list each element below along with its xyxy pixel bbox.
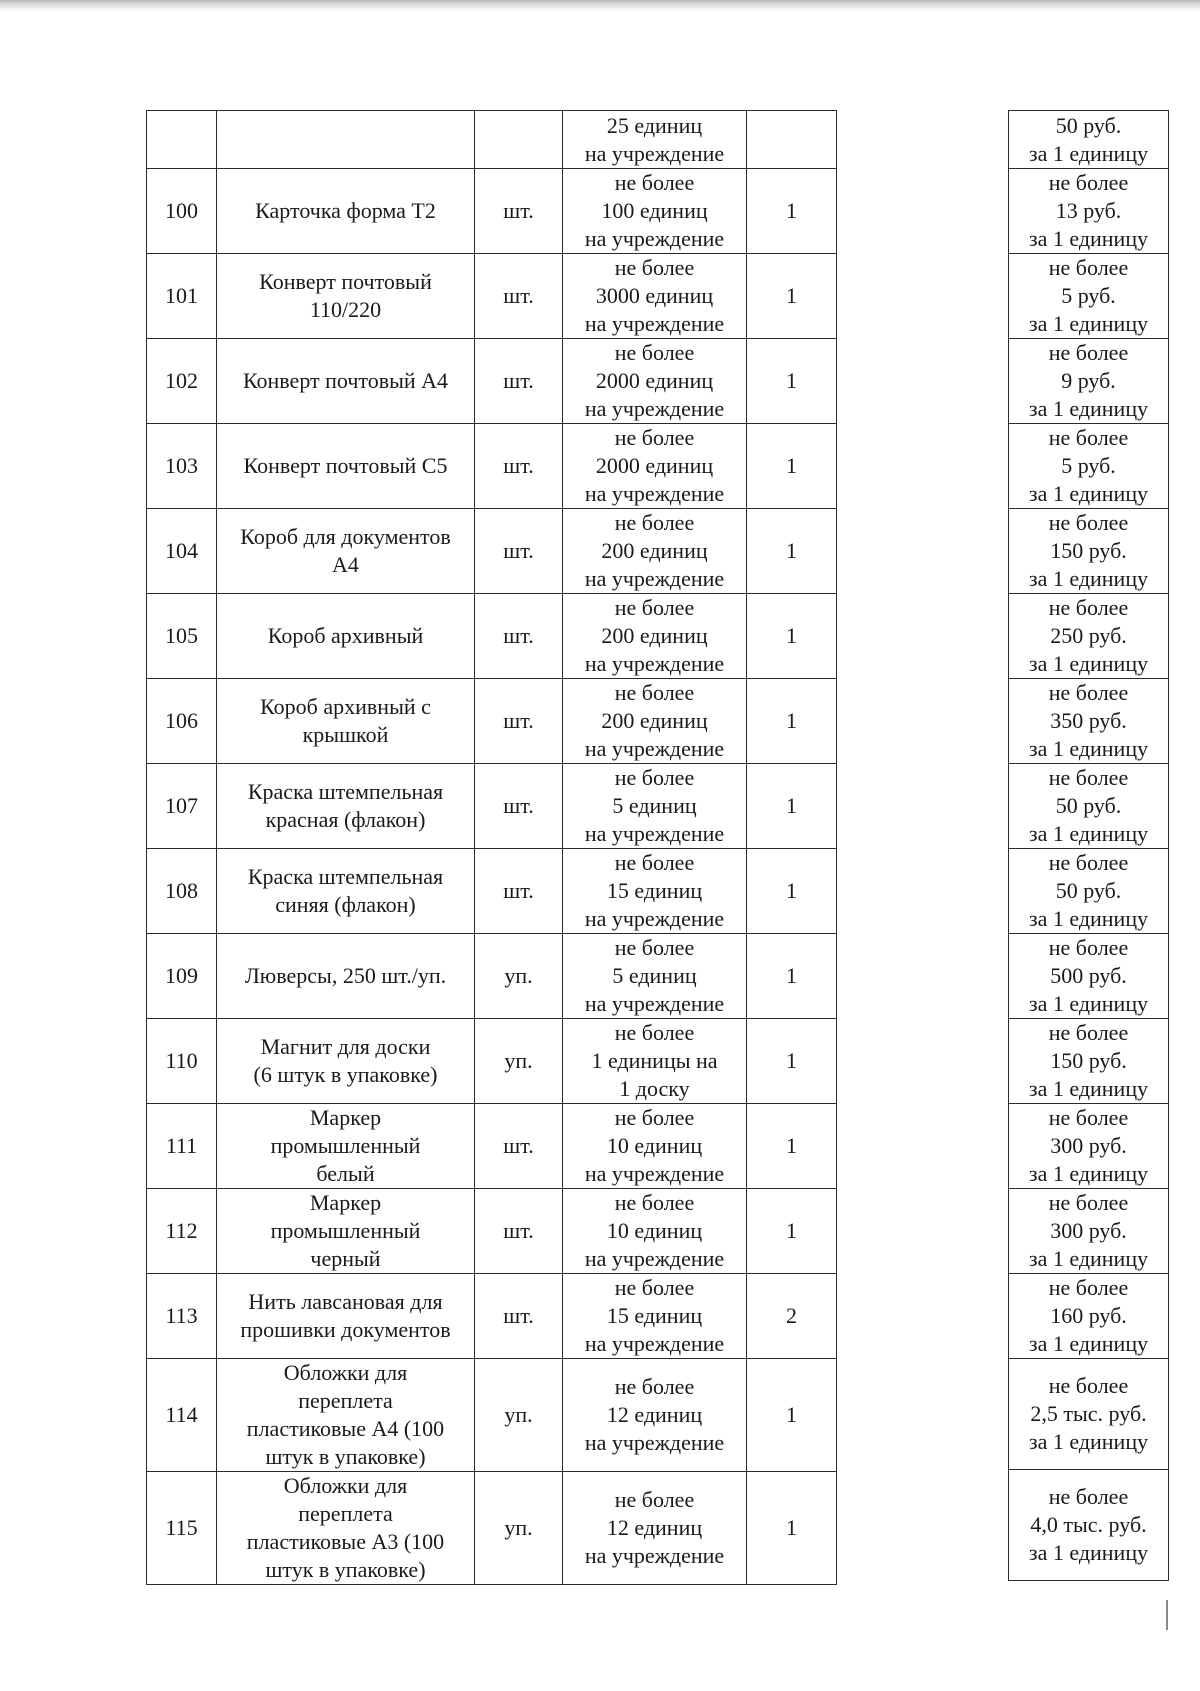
quantity-cell-line: 15 единиц [606,878,703,903]
quantity-cell-line: на учреждение [584,311,725,336]
price-cell [1009,424,1169,509]
price-row [1009,594,1169,679]
unit-cell: шт. [475,254,563,339]
quantity-cell-line: 12 единиц [606,1402,703,1427]
price-cell-line: 5 руб. [1061,453,1116,478]
item-name-cell [217,849,475,934]
quantity-cell-line: 1 единицы на [591,1048,718,1073]
period-cell: 1 [747,594,837,679]
quantity-cell-line: не более [614,425,695,450]
item-name-cell [217,1019,475,1104]
row-number-cell: 104 [147,509,217,594]
quantity-cell-line: на учреждение [584,1430,725,1455]
price-row [1009,1104,1169,1189]
table-row [147,1472,837,1585]
price-cell-line: 5 руб. [1061,283,1116,308]
quantity-cell [563,1019,747,1104]
quantity-cell-line: 2000 единиц [595,453,714,478]
price-cell [1009,1019,1169,1104]
unit-cell: шт. [475,679,563,764]
price-row [1009,1359,1169,1470]
item-name-cell-line: переплета [298,1501,393,1526]
period-cell: 1 [747,169,837,254]
price-cell-line: за 1 единицу [1028,1331,1149,1356]
quantity-cell-line: не более [614,1374,695,1399]
item-name-cell-line: прошивки документов [240,1317,451,1342]
item-name-cell-line: штук в упаковке) [265,1444,426,1469]
quantity-cell-line: не более [614,680,695,705]
item-name-cell-line: крышкой [302,722,389,747]
row-number-cell: 114 [147,1359,217,1472]
period-cell: 1 [747,1472,837,1585]
unit-cell: шт. [475,169,563,254]
item-name-cell-line: Карточка форма Т2 [255,198,436,223]
quantity-cell-line: не более [614,170,695,195]
price-cell-line: 50 руб. [1055,112,1122,138]
quantity-cell-line: не более [614,765,695,790]
quantity-cell-line: 2000 единиц [595,368,714,393]
quantity-cell-line: не более [614,340,695,365]
item-name-cell-line: Короб архивный [267,623,424,648]
price-cell-line: не более [1048,340,1129,365]
quantity-cell-line: на учреждение [584,226,725,251]
quantity-cell-line: не более [614,1487,695,1512]
quantity-cell-line: не более [614,510,695,535]
row-number-cell: 107 [147,764,217,849]
quantity-cell-line: на учреждение [584,1246,725,1271]
price-cell-line: за 1 единицу [1028,991,1149,1016]
price-cell [1009,1189,1169,1274]
price-cell [1009,594,1169,679]
unit-cell: шт. [475,1104,563,1189]
quantity-cell-line: не более [614,255,695,280]
quantity-cell-line: на учреждение [584,1331,725,1356]
quantity-cell-line: на учреждение [584,566,725,591]
item-name-cell [217,1359,475,1472]
price-row [1009,254,1169,339]
row-number-cell: 103 [147,424,217,509]
price-cell-line: за 1 единицу [1028,736,1149,761]
period-cell: 2 [747,1274,837,1359]
unit-cell: шт. [475,764,563,849]
row-number-cell: 108 [147,849,217,934]
item-name-cell-line: Обложки для [283,1473,408,1498]
item-name-cell-line: Конверт почтовый [259,269,432,294]
row-number-cell: 111 [147,1104,217,1189]
quantity-cell-line: 5 единиц [612,793,697,818]
price-cell [1009,111,1169,169]
unit-cell: шт. [475,594,563,679]
item-name-cell [217,1274,475,1359]
price-cell-line: 300 руб. [1050,1218,1127,1243]
quantity-cell-line: на учреждение [584,396,725,421]
price-row [1009,1470,1169,1581]
quantity-cell [563,424,747,509]
quantity-cell-line: на учреждение [584,906,725,931]
price-row [1009,424,1169,509]
price-cell-line: за 1 единицу [1028,226,1149,251]
row-number-cell: 115 [147,1472,217,1585]
price-cell [1009,679,1169,764]
supplies-table [146,110,837,1585]
item-name-cell-line: пластиковые А3 (100 [246,1529,445,1554]
price-row [1009,934,1169,1019]
price-cell-line: не более [1048,425,1129,450]
quantity-cell [563,254,747,339]
item-name-cell [217,679,475,764]
price-cell [1009,254,1169,339]
quantity-cell-line: не более [614,850,695,875]
price-cell-line: за 1 единицу [1028,566,1149,591]
item-name-cell-line: Короб архивный с [260,694,431,719]
price-cell-line: не более [1048,595,1129,620]
quantity-cell [563,849,747,934]
unit-cell: шт. [475,1274,563,1359]
price-cell-line: не более [1048,510,1129,535]
quantity-cell-line: 10 единиц [606,1133,703,1158]
quantity-cell-line: на учреждение [584,481,725,506]
table-row [147,1359,837,1472]
price-cell-line: за 1 единицу [1028,396,1149,421]
row-number-cell: 113 [147,1274,217,1359]
price-cell [1009,764,1169,849]
scan-edge [0,0,1200,12]
table-row [147,339,837,424]
table-row [147,1104,837,1189]
table-row [147,1019,837,1104]
price-cell-line: не более [1048,765,1129,790]
item-name-cell-line: Конверт почтовый С5 [243,453,448,478]
quantity-cell-line: не более [614,1020,695,1045]
price-row [1009,339,1169,424]
quantity-cell [563,594,747,679]
price-cell-line: не более [1048,1275,1129,1300]
quantity-cell-line: на учреждение [584,1161,725,1186]
price-cell [1009,934,1169,1019]
period-cell: 1 [747,339,837,424]
price-cell-line: 2,5 тыс. руб. [1030,1401,1147,1426]
row-number-cell: 106 [147,679,217,764]
scan-mark [1166,1600,1168,1630]
quantity-cell-line: 200 единиц [601,708,708,733]
row-number-cell [147,111,217,169]
price-cell-line: за 1 единицу [1028,1076,1149,1101]
row-number-cell: 112 [147,1189,217,1274]
item-name-cell [217,424,475,509]
item-name-cell-line: (6 штук в упаковке) [253,1062,438,1087]
quantity-cell [563,934,747,1019]
item-name-cell [217,764,475,849]
price-cell-line: не более [1048,1190,1129,1215]
price-cell-line: не более [1048,1020,1129,1045]
item-name-cell-line: промышленный [270,1133,421,1158]
item-name-cell [217,254,475,339]
price-cell-line: 9 руб. [1061,368,1116,393]
price-cell [1009,849,1169,934]
price-cell-line: за 1 единицу [1028,140,1149,166]
price-cell [1009,339,1169,424]
price-cell [1009,1274,1169,1359]
quantity-cell-line: 25 единиц [606,112,703,138]
period-cell: 1 [747,254,837,339]
price-cell-line: 50 руб. [1055,793,1122,818]
table-row [147,594,837,679]
row-number-cell: 102 [147,339,217,424]
row-number-cell: 101 [147,254,217,339]
table-row [147,934,837,1019]
unit-cell: уп. [475,1472,563,1585]
price-cell [1009,1359,1169,1470]
price-cell-line: за 1 единицу [1028,651,1149,676]
quantity-cell [563,1104,747,1189]
unit-cell [475,111,563,169]
quantity-cell-line: 200 единиц [601,538,708,563]
price-cell-line: не более [1048,850,1129,875]
quantity-cell [563,1274,747,1359]
quantity-cell-line: на учреждение [584,651,725,676]
price-cell-line: 150 руб. [1050,1048,1127,1073]
item-name-cell [217,509,475,594]
unit-cell: уп. [475,1359,563,1472]
item-name-cell-line: Конверт почтовый А4 [242,368,449,393]
unit-cell: уп. [475,934,563,1019]
period-cell: 1 [747,679,837,764]
price-row [1009,679,1169,764]
item-name-cell [217,169,475,254]
price-row [1009,1274,1169,1359]
price-cell-line: за 1 единицу [1028,1161,1149,1186]
period-cell: 1 [747,1104,837,1189]
price-cell-line: не более [1048,1484,1129,1509]
item-name-cell-line: черный [310,1246,381,1271]
price-cell [1009,1470,1169,1581]
quantity-cell [563,339,747,424]
item-name-cell-line: 110/220 [309,297,382,322]
price-cell-line: не более [1048,170,1129,195]
item-name-cell-line: промышленный [270,1218,421,1243]
period-cell: 1 [747,764,837,849]
item-name-cell [217,594,475,679]
quantity-cell-line: на учреждение [584,991,725,1016]
table-row [147,1189,837,1274]
quantity-cell [563,509,747,594]
table-row [147,169,837,254]
quantity-cell [563,111,747,169]
period-cell: 1 [747,934,837,1019]
price-row [1009,1189,1169,1274]
quantity-cell-line: не более [614,1105,695,1130]
price-cell-line: за 1 единицу [1028,1429,1149,1454]
price-cell-line: за 1 единицу [1028,1540,1149,1565]
item-name-cell-line: Обложки для [283,1360,408,1385]
price-row [1009,509,1169,594]
period-cell [747,111,837,169]
price-cell-line: 500 руб. [1050,963,1127,988]
unit-cell: шт. [475,339,563,424]
price-cell-line: за 1 единицу [1028,1246,1149,1271]
quantity-cell-line: 5 единиц [612,963,697,988]
quantity-cell [563,1189,747,1274]
unit-cell: шт. [475,1189,563,1274]
price-cell-line: 4,0 тыс. руб. [1030,1512,1147,1537]
price-cell-line: не более [1048,255,1129,280]
price-cell-line: не более [1048,935,1129,960]
price-cell-line: не более [1048,1373,1129,1398]
row-number-cell: 100 [147,169,217,254]
price-cell-line: 50 руб. [1055,878,1122,903]
table-row [147,509,837,594]
table-row [147,254,837,339]
price-cell-line: за 1 единицу [1028,906,1149,931]
item-name-cell [217,1189,475,1274]
item-name-cell [217,1104,475,1189]
quantity-cell [563,679,747,764]
quantity-cell-line: на учреждение [584,736,725,761]
item-name-cell-line: Маркер [309,1190,382,1215]
item-name-cell-line: Краска штемпельная [247,779,444,804]
row-number-cell: 105 [147,594,217,679]
price-cell-line: 150 руб. [1050,538,1127,563]
unit-cell: шт. [475,424,563,509]
quantity-cell [563,1359,747,1472]
price-cell [1009,169,1169,254]
quantity-cell-line: 200 единиц [601,623,708,648]
quantity-cell-line: не более [614,1190,695,1215]
table-row [147,849,837,934]
price-row [1009,111,1169,169]
period-cell: 1 [747,509,837,594]
price-table [1008,110,1169,1581]
period-cell: 1 [747,1359,837,1472]
unit-cell: шт. [475,509,563,594]
price-cell-line: за 1 единицу [1028,481,1149,506]
price-cell-line: не более [1048,1105,1129,1130]
quantity-cell-line: на учреждение [584,140,725,166]
item-name-cell-line: белый [316,1161,375,1186]
supplies-table-body [147,111,837,1585]
quantity-cell-line: 12 единиц [606,1515,703,1540]
quantity-cell-line: 1 доску [619,1076,690,1101]
quantity-cell-line: 100 единиц [601,198,708,223]
quantity-cell-line: на учреждение [584,821,725,846]
item-name-cell [217,1472,475,1585]
price-cell-line: 250 руб. [1050,623,1127,648]
quantity-cell-line: 10 единиц [606,1218,703,1243]
item-name-cell-line: штук в упаковке) [265,1557,426,1582]
item-name-cell-line: синяя (флакон) [275,892,416,917]
price-cell [1009,1104,1169,1189]
price-cell-line: 300 руб. [1050,1133,1127,1158]
price-cell-line: за 1 единицу [1028,311,1149,336]
price-cell [1009,509,1169,594]
unit-cell: шт. [475,849,563,934]
quantity-cell [563,1472,747,1585]
table-row [147,424,837,509]
item-name-cell-line: Короб для документов [240,524,451,549]
item-name-cell-line: Краска штемпельная [247,864,444,889]
quantity-cell-line: не более [614,595,695,620]
item-name-cell-line: пластиковые А4 (100 [246,1416,445,1441]
period-cell: 1 [747,1189,837,1274]
table-row [147,764,837,849]
price-cell-line: 160 руб. [1050,1303,1127,1328]
price-table-body [1009,111,1169,1581]
price-row [1009,1019,1169,1104]
quantity-cell [563,169,747,254]
quantity-cell [563,764,747,849]
quantity-cell-line: не более [614,1275,695,1300]
item-name-cell [217,111,475,169]
item-name-cell [217,339,475,424]
item-name-cell-line: Нить лавсановая для [248,1289,443,1314]
quantity-cell-line: 15 единиц [606,1303,703,1328]
item-name-cell-line: красная (флакон) [265,807,426,832]
item-name-cell [217,934,475,1019]
row-number-cell: 109 [147,934,217,1019]
price-row [1009,764,1169,849]
price-cell-line: 13 руб. [1055,198,1122,223]
price-row [1009,169,1169,254]
price-cell-line: 350 руб. [1050,708,1127,733]
item-name-cell-line: переплета [298,1388,393,1413]
quantity-cell-line: 3000 единиц [595,283,714,308]
price-cell-line: за 1 единицу [1028,821,1149,846]
quantity-cell-line: на учреждение [584,1543,725,1568]
price-cell-line: не более [1048,680,1129,705]
quantity-cell-line: не более [614,935,695,960]
table-row [147,111,837,169]
period-cell: 1 [747,1019,837,1104]
item-name-cell-line: Люверсы, 250 шт./уп. [244,963,447,988]
table-row [147,679,837,764]
table-row [147,1274,837,1359]
row-number-cell: 110 [147,1019,217,1104]
price-row [1009,849,1169,934]
period-cell: 1 [747,424,837,509]
item-name-cell-line: А4 [332,552,359,577]
unit-cell: уп. [475,1019,563,1104]
period-cell: 1 [747,849,837,934]
item-name-cell-line: Магнит для доски [260,1034,431,1059]
item-name-cell-line: Маркер [309,1105,382,1130]
